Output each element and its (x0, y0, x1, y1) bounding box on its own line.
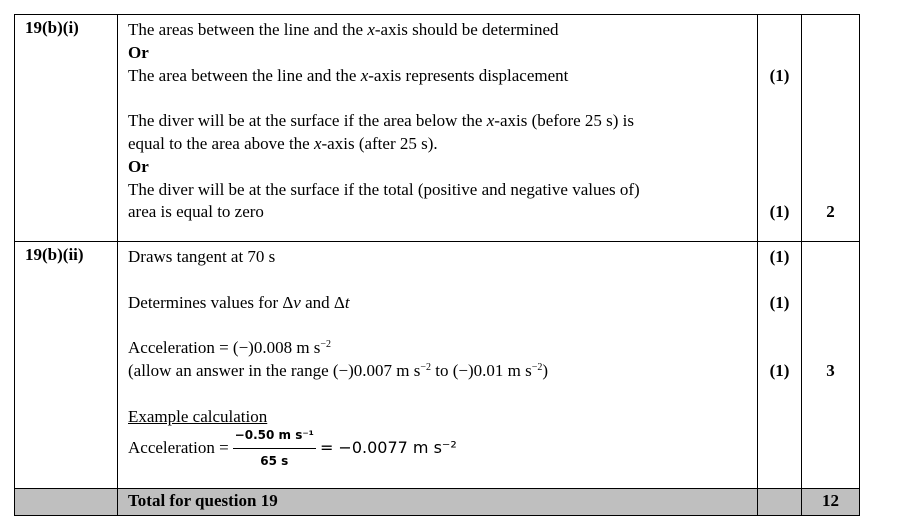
mark-scheme-table (14, 14, 860, 516)
total-row-blank (758, 489, 802, 516)
mark: (1) (769, 292, 790, 312)
question-number: 19(b)(i) (15, 15, 118, 242)
question-number: 19(b)(ii) (15, 242, 118, 489)
row-total: 2 (826, 202, 835, 222)
row-total: 3 (826, 360, 835, 380)
or-label: Or (128, 156, 149, 176)
answer-line: The area between the line and the x-axis represents displacement (128, 65, 569, 85)
row-19bii (15, 242, 860, 489)
answer-line: The areas between the line and the x-axis should be determined (128, 20, 559, 39)
answer-line: Draws tangent at 70 s (128, 247, 276, 266)
calc-result: = −0.0077 m s⁻² (319, 437, 457, 457)
example-heading: Example calculation (128, 406, 268, 426)
marks-column (758, 242, 802, 489)
total-label: Total for question 19 (118, 489, 758, 516)
example-calculation (128, 430, 749, 466)
total-column (802, 242, 860, 489)
marks-column (758, 15, 802, 242)
answer-line: Determines values for Δv and Δt (128, 292, 350, 312)
mark: (1) (769, 247, 790, 266)
calc-denominator: 65 s (260, 453, 289, 468)
row-19bi (15, 15, 860, 242)
answer-line: area is equal to zero (128, 202, 264, 222)
answer-line: The diver will be at the surface if the area below the x-axis (before 25 s) is (128, 111, 635, 131)
answer-line: equal to the area above the x-axis (after 25 s). (128, 133, 438, 153)
answer-line: Acceleration = (−)0.008 m $s^{-2}$ (128, 338, 332, 358)
answer-text (118, 242, 758, 489)
total-row-blank (15, 489, 118, 516)
calc-fraction (233, 424, 316, 473)
answer-text (118, 15, 758, 242)
calc-label: Acceleration = (128, 437, 229, 457)
question-total: 12 (802, 489, 860, 516)
calc-numerator: −0.50 m s⁻¹ (233, 424, 316, 449)
answer-line: The diver will be at the surface if the total (positive and negative values of) (128, 179, 640, 199)
mark: (1) (769, 202, 790, 222)
answer-line: (allow an answer in the range (−)0.007 m $s^{-2}$ to (−)0.01 m $s^{-2}$) (128, 360, 549, 380)
total-column (802, 15, 860, 242)
mark: (1) (769, 65, 790, 85)
total-row (15, 489, 860, 516)
or-label: Or (128, 42, 149, 62)
mark: (1) (769, 360, 790, 380)
